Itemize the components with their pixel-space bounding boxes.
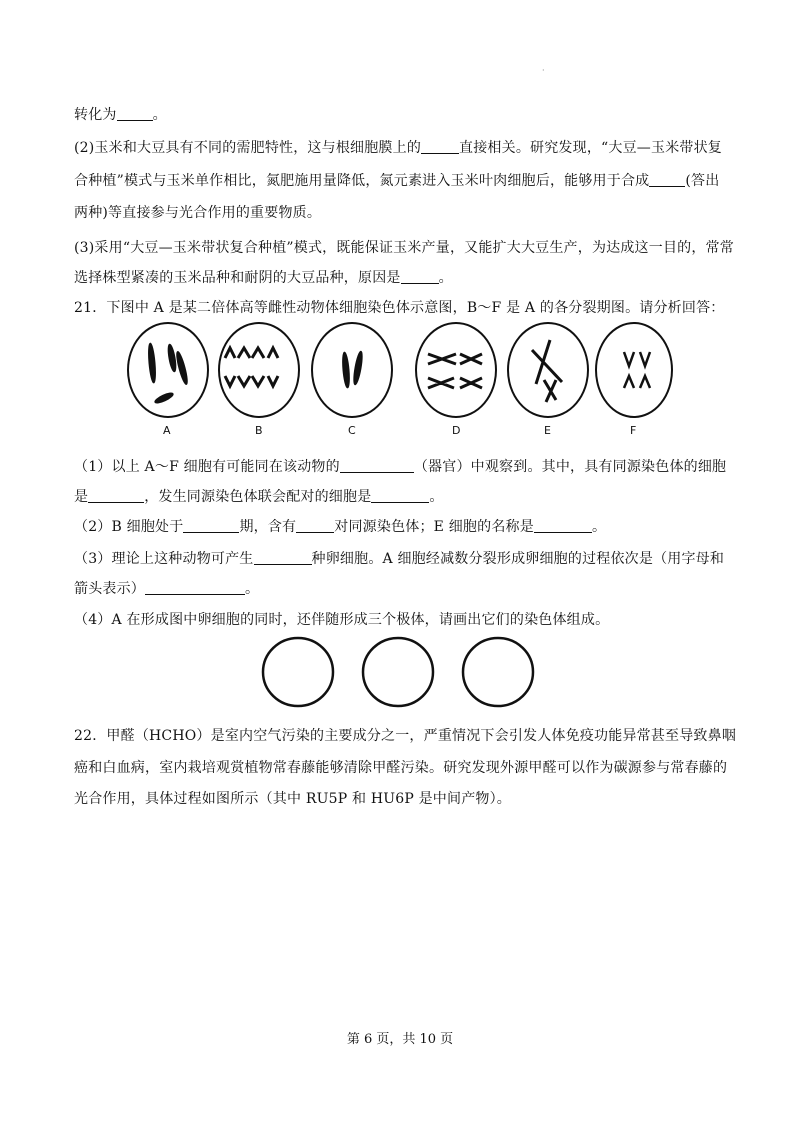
q20-line-5: (3)采用“大豆—玉米带状复合种植”模式，既能保证玉米产量，又能扩大大豆生产，为达成这一目的，常常 bbox=[74, 240, 734, 256]
text: (2)玉米和大豆具有不同的需肥特性，这与根细胞膜上的 bbox=[74, 140, 422, 156]
text: （2）B 细胞处于 bbox=[74, 519, 184, 535]
figure-label-b: B bbox=[255, 424, 263, 437]
scan-dot: · bbox=[542, 66, 545, 75]
answer-blank bbox=[371, 488, 429, 503]
q21-stem: 21．下图中 A 是某二倍体高等雌性动物体细胞染色体示意图，B～F 是 A 的各分裂期图。请分析回答： bbox=[74, 300, 725, 316]
figure-label-a: A bbox=[163, 424, 171, 437]
cell-division-figure bbox=[120, 318, 680, 440]
answer-blank bbox=[88, 488, 144, 503]
q20-line-3 bbox=[74, 170, 719, 190]
q21-part1-line-1 bbox=[74, 456, 726, 476]
text: 对同源染色体；E 细胞的名称是 bbox=[334, 519, 534, 535]
text: 是 bbox=[74, 489, 89, 505]
q21-part2 bbox=[74, 516, 606, 536]
text: ，发生同源染色体联会配对的细胞是 bbox=[144, 489, 372, 505]
q22-line-3: 光合作用，具体过程如图所示（其中 RU5P 和 HU6P 是中间产物）。 bbox=[74, 791, 512, 807]
text: 。 bbox=[429, 489, 444, 505]
answer-blank bbox=[421, 139, 459, 154]
q21-part1-line-2 bbox=[74, 486, 444, 506]
answer-blank bbox=[254, 550, 312, 565]
q20-line-2 bbox=[74, 137, 722, 157]
q20-line-6 bbox=[74, 267, 453, 287]
text: 。 bbox=[245, 581, 260, 597]
q22-line-1: 22．甲醛（HCHO）是室内空气污染的主要成分之一，严重情况下会引发人体免疫功能异常甚至导致鼻咽 bbox=[74, 728, 737, 744]
text: 转化为 bbox=[74, 107, 117, 123]
text: 种卵细胞。A 细胞经减数分裂形成卵细胞的过程依次是（用字母和 bbox=[311, 551, 725, 567]
q21-part3-line-1 bbox=[74, 548, 724, 568]
figure-label-d: D bbox=[452, 424, 461, 437]
page-footer: 第 6 页，共 10 页 bbox=[346, 1032, 454, 1047]
answer-blank bbox=[183, 518, 239, 533]
answer-blank bbox=[649, 172, 685, 187]
text: 箭头表示） bbox=[74, 581, 145, 597]
text: （1）以上 A～F 细胞有可能同在该动物的 bbox=[74, 459, 340, 475]
q21-part3-line-2 bbox=[74, 578, 259, 598]
figure-label-e: E bbox=[544, 424, 551, 437]
q20-line-4: 两种)等直接参与光合作用的重要物质。 bbox=[74, 205, 322, 221]
answer-blank bbox=[145, 580, 245, 595]
text: 直接相关。研究发现，“大豆—玉米带状复 bbox=[459, 140, 722, 156]
answer-blank bbox=[401, 269, 439, 284]
answer-circles bbox=[260, 634, 540, 710]
text: 合种植”模式与玉米单作相比，氮肥施用量降低，氮元素进入玉米叶肉细胞后，能够用于合成 bbox=[74, 173, 650, 189]
answer-blank bbox=[340, 458, 414, 473]
figure-label-f: F bbox=[630, 424, 637, 437]
q22-line-2: 癌和白血病，室内栽培观赏植物常春藤能够清除甲醛污染。研究发现外源甲醛可以作为碳源参与常春藤的 bbox=[74, 760, 728, 776]
answer-blank bbox=[296, 518, 334, 533]
answer-blank bbox=[534, 518, 592, 533]
text: （器官）中观察到。其中，具有同源染色体的细胞 bbox=[413, 459, 727, 475]
q21-part4: （4）A 在形成图中卵细胞的同时，还伴随形成三个极体，请画出它们的染色体组成。 bbox=[74, 612, 610, 628]
text: （3）理论上这种动物可产生 bbox=[74, 551, 254, 567]
q20-line-1 bbox=[74, 104, 167, 124]
text: (答出 bbox=[685, 173, 720, 189]
text: 。 bbox=[438, 270, 453, 286]
text: 选择株型紧凑的玉米品种和耐阴的大豆品种，原因是 bbox=[74, 270, 401, 286]
text: 。 bbox=[152, 107, 167, 123]
text: 。 bbox=[591, 519, 607, 535]
text: 期，含有 bbox=[239, 519, 297, 535]
answer-blank bbox=[117, 106, 153, 121]
figure-label-c: C bbox=[348, 424, 356, 437]
